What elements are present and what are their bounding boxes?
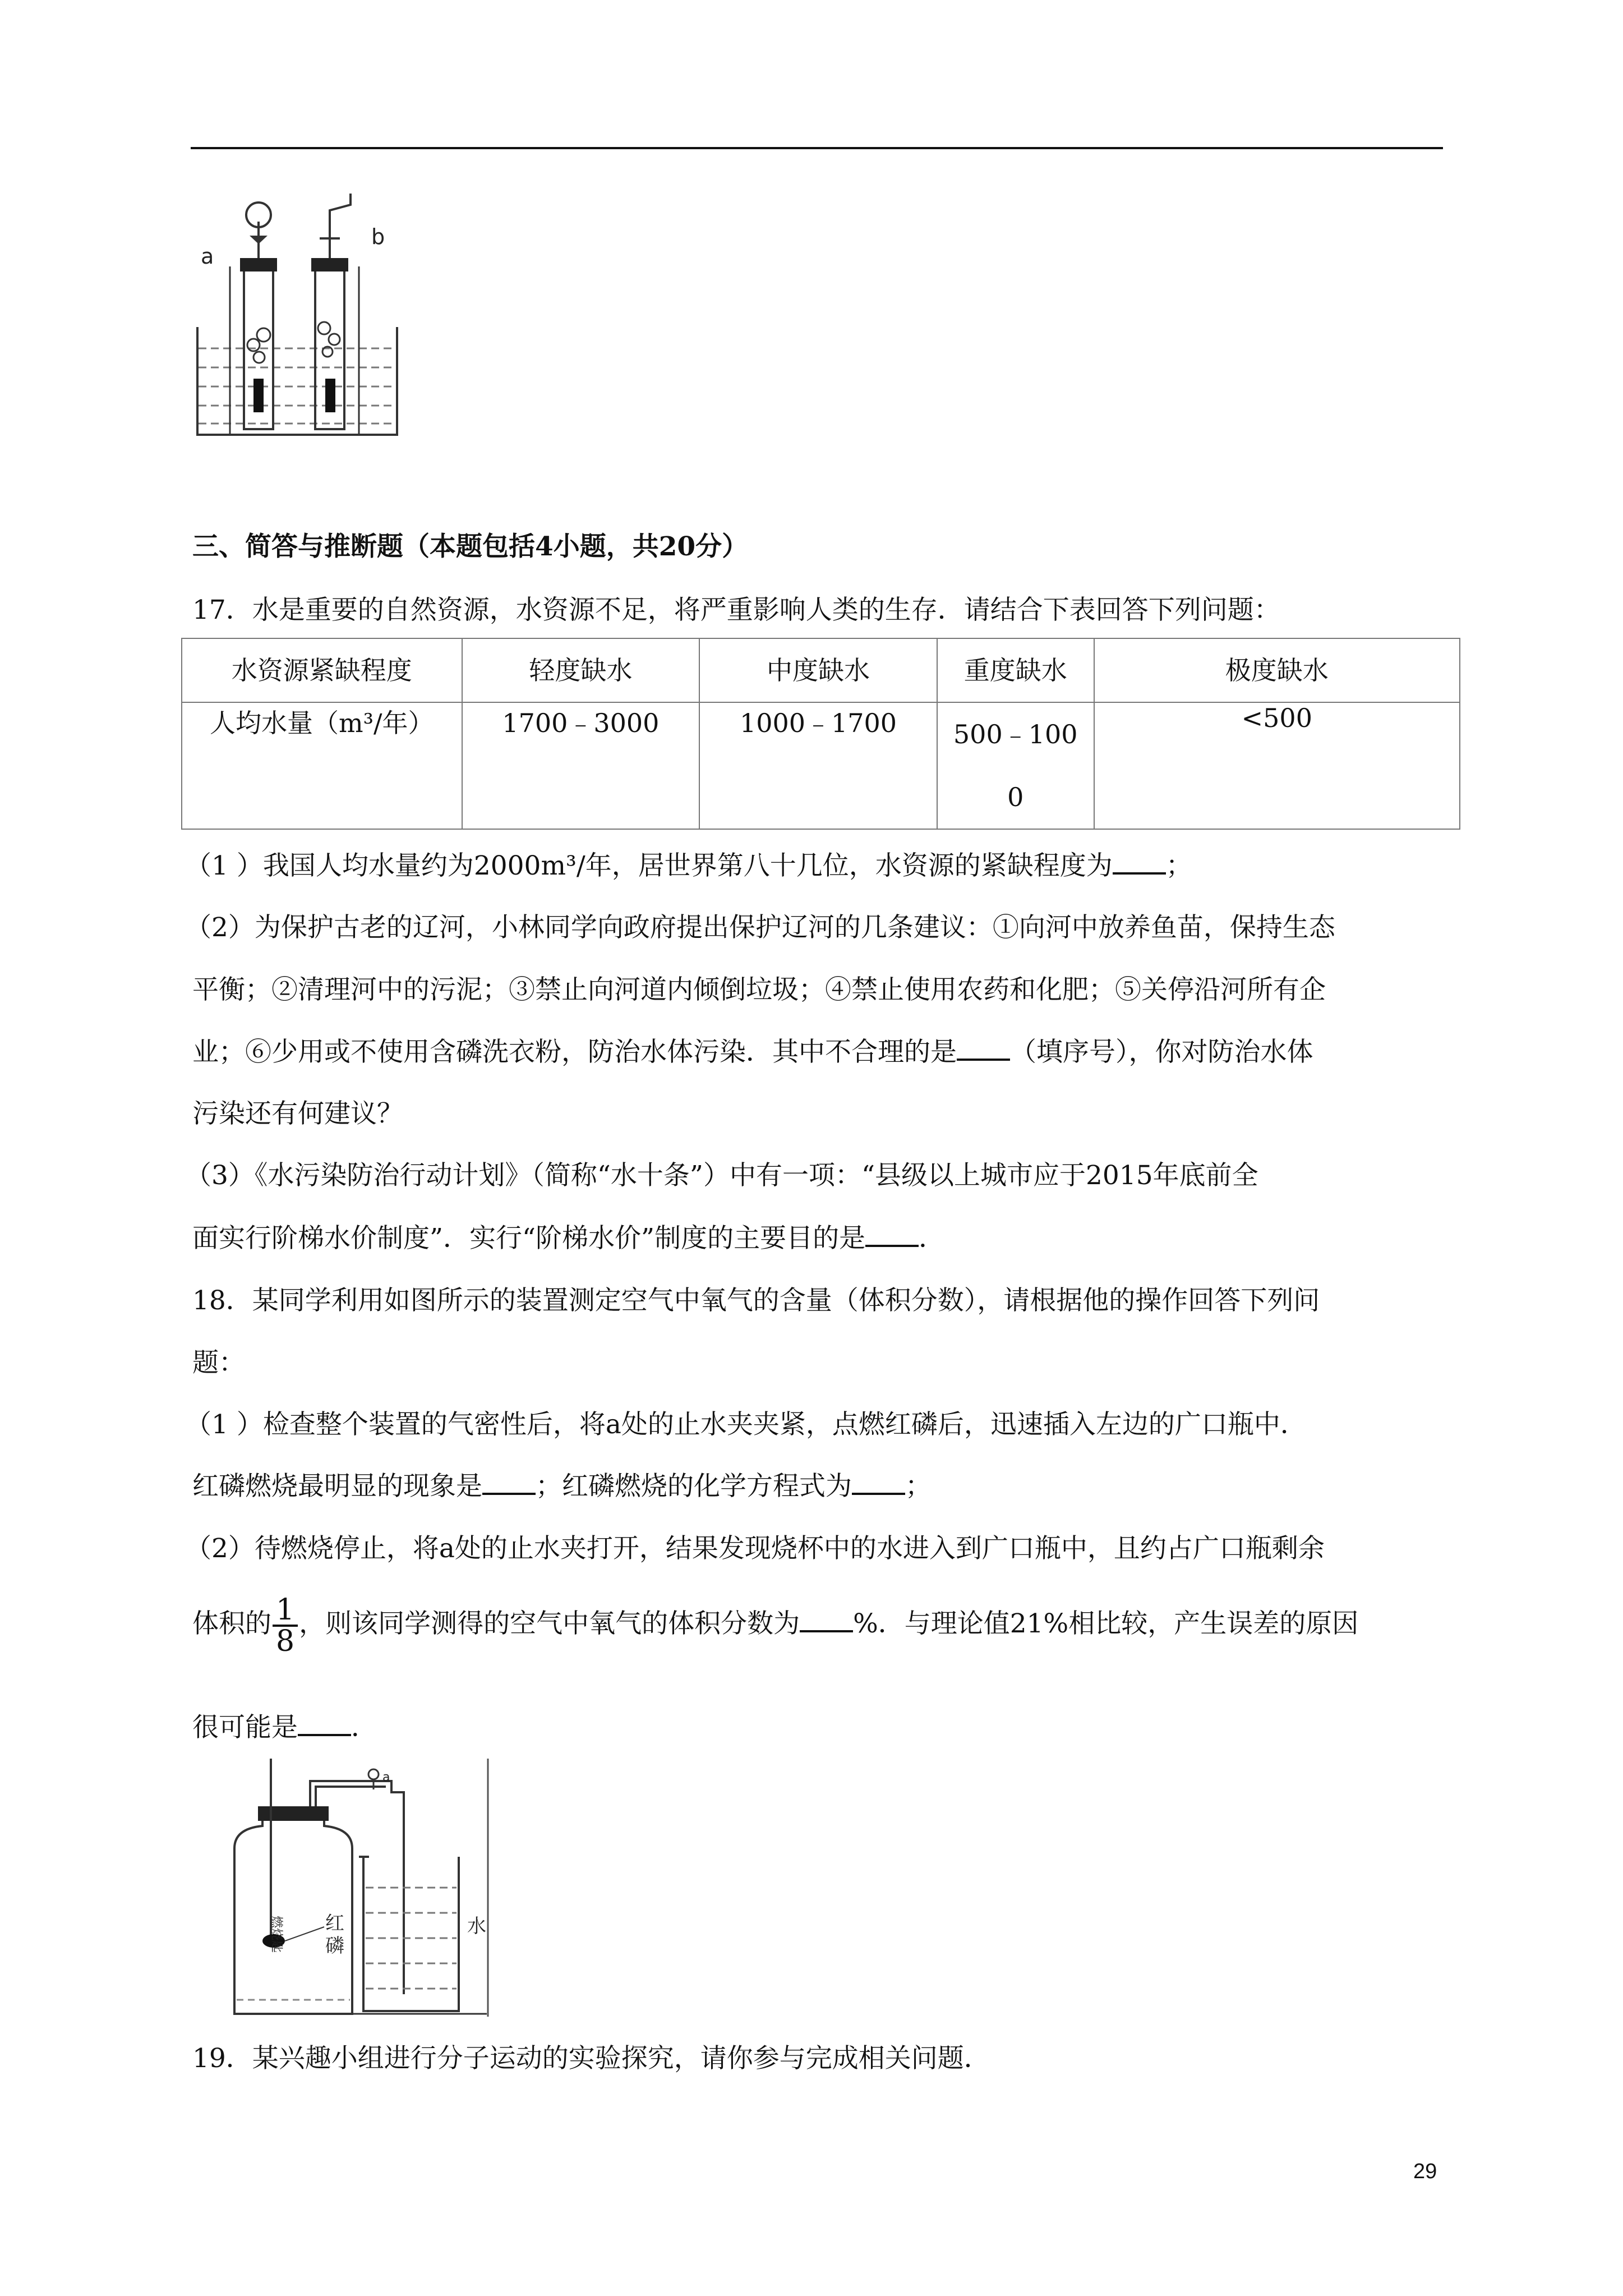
water-label: 水 bbox=[467, 1915, 486, 1938]
table-header-row bbox=[182, 638, 1460, 702]
q18-part2-line2: 体积的 $\frac{1}{8}$ ，则该同学测得的空气中氧气的体积分数为 %．与理论值21%相比较，产生误差的原因 bbox=[192, 1593, 1359, 1658]
table-cell bbox=[937, 702, 1094, 829]
header-rule bbox=[191, 147, 1443, 149]
oxygen-measurement-diagram bbox=[229, 1759, 492, 2017]
answer-blank[interactable] bbox=[1113, 850, 1166, 875]
table-header-cell: 重度缺水 bbox=[937, 638, 1094, 702]
q17-part2-line4: 污染还有何建议？ bbox=[192, 1098, 403, 1129]
table-cell-line: 500﹣100 bbox=[953, 719, 1078, 749]
q18-part1-line2: 红磷燃烧最明显的现象是 ；红磷燃烧的化学方程式为 ； bbox=[192, 1471, 932, 1502]
table-cell: <500 bbox=[1094, 702, 1460, 829]
answer-blank[interactable] bbox=[298, 1711, 351, 1736]
table-cell-wrap: 0 bbox=[1007, 782, 1024, 812]
answer-blank[interactable] bbox=[865, 1222, 919, 1247]
lamp-label: 燃烧匙 bbox=[269, 1916, 283, 1953]
q18-part2-line3: 很可能是 ． bbox=[192, 1712, 377, 1743]
table-row-label: 人均水量（m³/年） bbox=[182, 702, 462, 829]
phosphorus-label-1: 红 bbox=[325, 1912, 344, 1935]
q17-part2-line1: （2）为保护古老的辽河，小林同学向政府提出保护辽河的几条建议：①向河中放养鱼苗，保持生态 bbox=[185, 912, 1335, 943]
table-cell: 1700﹣3000 bbox=[462, 702, 700, 829]
label-b: b bbox=[371, 224, 385, 249]
answer-blank[interactable] bbox=[852, 1470, 905, 1495]
q18-part2-line1: （2）待燃烧停止，将a处的止水夹打开，结果发现烧杯中的水进入到广口瓶中，且约占广口瓶剩余 bbox=[185, 1533, 1325, 1564]
table-header-cell: 水资源紧缺程度 bbox=[182, 638, 462, 702]
q17-part2-line2: 平衡；②清理河中的污泥；③禁止向河道内倾倒垃圾；④禁止使用农药和化肥；⑤关停沿河所有企 bbox=[192, 974, 1326, 1005]
q17-part1: （1 ）我国人均水量约为2000m³/年，居世界第八十几位，水资源的紧缺程度为 ； bbox=[185, 850, 1192, 881]
electrolysis-diagram bbox=[191, 188, 404, 446]
water-resource-table bbox=[181, 638, 1460, 830]
q17-stem: 17．水是重要的自然资源，水资源不足，将严重影响人类的生存．请结合下表回答下列问题： bbox=[192, 595, 1280, 625]
table-header-cell: 轻度缺水 bbox=[462, 638, 700, 702]
q17-part3-line2: 面实行阶梯水价制度”．实行“阶梯水价”制度的主要目的是 ． bbox=[192, 1223, 946, 1254]
q18-part1-line1: （1 ）检查整个装置的气密性后，将a处的止水夹夹紧，点燃红磷后，迅速插入左边的广口瓶中． bbox=[185, 1409, 1307, 1440]
q18-stem-line2: 题： bbox=[192, 1347, 245, 1378]
q18-stem-line1: 18．某同学利用如图所示的装置测定空气中氧气的含量（体积分数），请根据他的操作回答下列问 bbox=[192, 1285, 1320, 1316]
section-heading: 三、简答与推断题（本题包括4小题，共20分） bbox=[192, 531, 749, 562]
answer-blank[interactable] bbox=[800, 1608, 853, 1632]
page-number: 29 bbox=[1413, 2160, 1437, 2183]
table-header-cell: 中度缺水 bbox=[699, 638, 937, 702]
clamp-label-a: a bbox=[382, 1770, 390, 1784]
phosphorus-label-2: 磷 bbox=[325, 1935, 344, 1957]
answer-blank[interactable] bbox=[482, 1470, 536, 1495]
fraction-one-eighth: $\frac{1}{8}$ bbox=[273, 1595, 298, 1656]
table-cell: 1000﹣1700 bbox=[699, 702, 937, 829]
q17-part2-line3: 业；⑥少用或不使用含磷洗衣粉，防治水体污染．其中不合理的是 （填序号），你对防治水体 bbox=[192, 1037, 1313, 1068]
q17-part3-line1: （3）《水污染防治行动计划》（简称“水十条”）中有一项：“县级以上城市应于2015年底前全 bbox=[185, 1160, 1258, 1191]
q19-stem: 19．某兴趣小组进行分子运动的实验探究，请你参与完成相关问题． bbox=[192, 2043, 990, 2074]
table-row bbox=[182, 702, 1460, 829]
table-header-cell: 极度缺水 bbox=[1094, 638, 1460, 702]
answer-blank[interactable] bbox=[957, 1036, 1010, 1061]
label-a: a bbox=[201, 244, 214, 269]
